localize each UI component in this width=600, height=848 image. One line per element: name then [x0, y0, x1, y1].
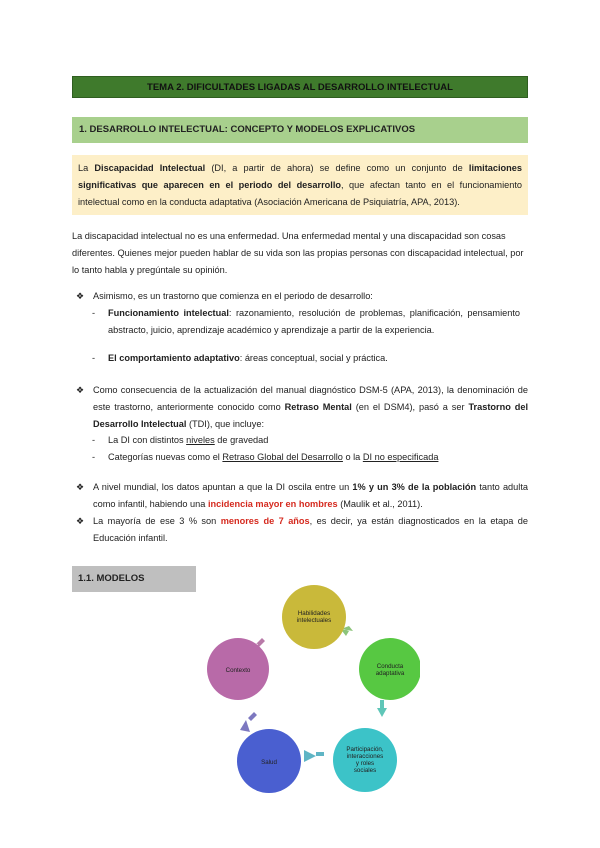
bullet-text: (en el DSM4), pasó a ser [351, 402, 469, 412]
node-contexto [207, 638, 269, 700]
section-heading-1: 1. DESARROLLO INTELECTUAL: CONCEPTO Y MODELOS EXPLICATIVOS [72, 117, 528, 143]
bullet-text: La mayoría de ese 3 % son [93, 516, 221, 526]
bullet-bold: 1% y un 3% de la población [352, 482, 477, 492]
intro-paragraph: La discapacidad intelectual no es una enfermedad. Una enfermedad mental y una discapacidad son cosas diferentes. Quienes mejor pueden hablar de su vida son las propias personas con discapacidad intelectual, por lo tanto habla y pregúntale su opinión. [72, 231, 524, 275]
bullet-highlight: menores de 7 años [220, 516, 310, 526]
arrow-icon [377, 700, 387, 717]
bullet-text: (Maulik et al., 2011). [337, 499, 423, 509]
node-habilidades [282, 585, 346, 649]
page-title: TEMA 2. DIFICULTADES LIGADAS AL DESARROLLO INTELECTUAL [72, 76, 528, 98]
dash-bullet: - [92, 452, 96, 462]
node-label: Participación, [346, 746, 384, 753]
sub-item [92, 449, 520, 466]
sub-item [92, 432, 520, 449]
node-label: sociales [353, 767, 377, 774]
dash-bullet: - [92, 308, 96, 318]
diamond-bullet-icon: ❖ [76, 385, 85, 395]
node-conducta [359, 638, 420, 700]
sub-item-text: de gravedad [214, 435, 269, 445]
bullet-item [76, 288, 528, 305]
diamond-bullet-icon: ❖ [76, 291, 85, 301]
bullet-text: Como consecuencia de la actualización del manual diagnóstico DSM-5 (APA, 2013), la denominación de este trastorno, anteriormente conocido como [93, 385, 528, 412]
definition-term: Discapacidad Intelectual [94, 163, 206, 173]
definition-box [72, 155, 528, 215]
bullet-text: tanto adulta como infantil, habiendo una [93, 482, 528, 509]
sub-item-text: : razonamiento, resolución de problemas, planificación, pensamiento abstracto, juicio, aprendizaje académico y aprendizaje a partir de la experiencia. [108, 308, 520, 335]
arrow-icon [240, 712, 257, 732]
dash-bullet: - [92, 353, 96, 363]
sub-item-underlined: niveles [186, 435, 215, 445]
bullet-highlight: incidencia mayor en hombres [207, 499, 338, 509]
definition-text: (DI, a partir de ahora) se define como un conjunto de [205, 163, 469, 173]
node-label: y roles [355, 760, 375, 767]
sub-item [92, 305, 520, 339]
definition-text: La [78, 163, 95, 173]
sub-item-bold: Funcionamiento intelectual [108, 308, 229, 318]
definition-bold: limitaciones significativas que aparecen en el periodo del desarrollo [78, 163, 522, 190]
section-heading-2: 1.1. MODELOS [72, 566, 196, 592]
node-participacion [333, 728, 397, 792]
bullet-text: , es decir, ya están diagnosticados en la etapa de Educación infantil. [93, 516, 528, 543]
node-label: Contexto [225, 667, 251, 674]
dash-bullet: - [92, 435, 96, 445]
diamond-bullet-icon: ❖ [76, 482, 85, 492]
bullet-item [76, 513, 528, 547]
bullet-bold: Retraso Mental [284, 402, 352, 412]
sub-item-bold: El comportamiento adaptativo [108, 353, 240, 363]
node-label: adaptativa [375, 670, 405, 677]
node-salud [237, 729, 301, 793]
sub-item-text: Categorías nuevas como el [108, 452, 223, 462]
sub-item-text: o la [342, 452, 363, 462]
node-label: intelectuales [296, 617, 332, 624]
sub-item-text: : áreas conceptual, social y práctica. [239, 353, 388, 363]
sub-item-underlined: DI no especificada [362, 452, 439, 462]
node-label: Habilidades [297, 610, 331, 617]
node-label: Conducta [376, 663, 404, 670]
sub-item-underlined: Retraso Global del Desarrollo [222, 452, 343, 462]
bullet-text: (TDI), que incluye: [186, 419, 265, 429]
bullet-text: Asimismo, es un trastorno que comienza en el periodo de desarrollo: [93, 291, 373, 301]
bullet-item [76, 382, 528, 433]
sub-item [92, 350, 520, 367]
bullet-bold: Trastorno del Desarrollo Intelectual [93, 402, 528, 429]
sub-item-text: La DI con distintos [108, 435, 187, 445]
bullet-text: A nivel mundial, los datos apuntan a que la DI oscila entre un [93, 482, 353, 492]
bullet-item [76, 479, 528, 513]
models-cycle-diagram [190, 580, 420, 805]
definition-text: , que afectan tanto en el funcionamiento intelectual como en la conducta adaptativa (Asociación Americana de Psiquiatría, APA, 2013). [78, 180, 522, 207]
arrow-icon [304, 750, 324, 762]
node-label: interacciones [346, 753, 384, 760]
node-label: Salud [261, 759, 277, 766]
diamond-bullet-icon: ❖ [76, 516, 85, 526]
